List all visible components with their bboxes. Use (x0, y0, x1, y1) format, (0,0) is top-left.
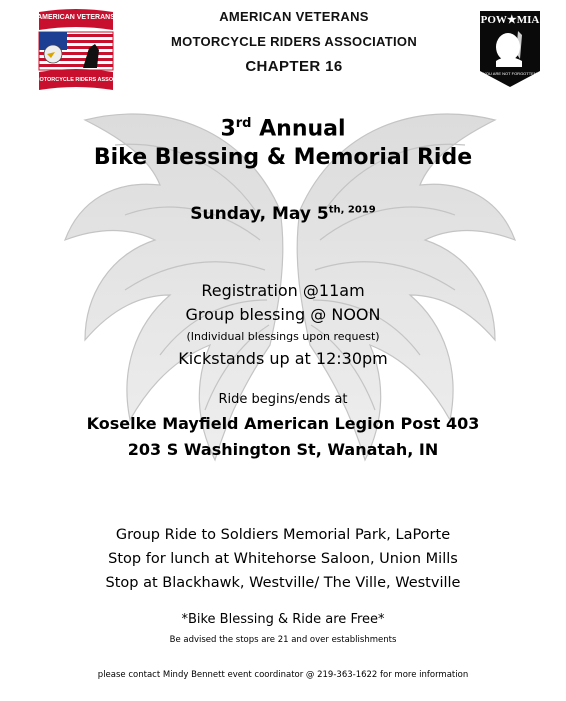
pow-mia-text: POW★MIA (480, 14, 540, 26)
logo-left-top-text: AMERICAN VETERANS (37, 14, 115, 21)
stop-item: Stop for lunch at Whitehorse Saloon, Union Mills (108, 551, 458, 567)
event-date (0, 204, 566, 224)
ordinal-suffix: rd (235, 116, 252, 131)
location-name: Koselke Mayfield American Legion Post 403 (86, 414, 480, 433)
free-notice: *Bike Blessing & Ride are Free* (181, 612, 385, 627)
header-line-organization: AMERICAN VETERANS (219, 9, 369, 24)
ride-start-intro: Ride begins/ends at (218, 392, 348, 407)
pow-mia-motto: YOU ARE NOT FORGOTTEN (483, 71, 537, 76)
header-line-association: MOTORCYCLE RIDERS ASSOCIATION (170, 34, 418, 49)
stop-item: Group Ride to Soldiers Memorial Park, LaPorte (115, 527, 451, 543)
event-annual-heading (0, 116, 566, 141)
age-advisory: Be advised the stops are 21 and over establishments (169, 635, 397, 645)
event-title: Bike Blessing & Memorial Ride (93, 145, 473, 170)
ordinal-number: 3 (220, 116, 236, 142)
group-blessing-time: Group blessing @ NOON (185, 305, 381, 324)
individual-blessings-note: (Individual blessings upon request) (186, 330, 380, 343)
stop-item: Stop at Blackhawk, Westville/ The Ville, Westville (105, 575, 461, 591)
annual-word: Annual (251, 116, 346, 142)
event-date-suffix: th, 2019 (328, 204, 376, 216)
location-address: 203 S Washington St, Wanatah, IN (127, 440, 439, 459)
pow-mia-logo (478, 9, 542, 89)
logo-left-bottom-text: MOTORCYCLE RIDERS ASSOC (34, 77, 118, 83)
registration-time: Registration @11am (201, 281, 365, 300)
header-line-chapter: CHAPTER 16 (245, 58, 343, 75)
contact-info: please contact Mindy Bennett event coordinator @ 219-363-1622 for more information (97, 670, 469, 680)
event-date-main: Sunday, May 5 (190, 204, 329, 224)
american-veterans-logo (33, 8, 119, 94)
kickstands-time: Kickstands up at 12:30pm (178, 349, 388, 368)
